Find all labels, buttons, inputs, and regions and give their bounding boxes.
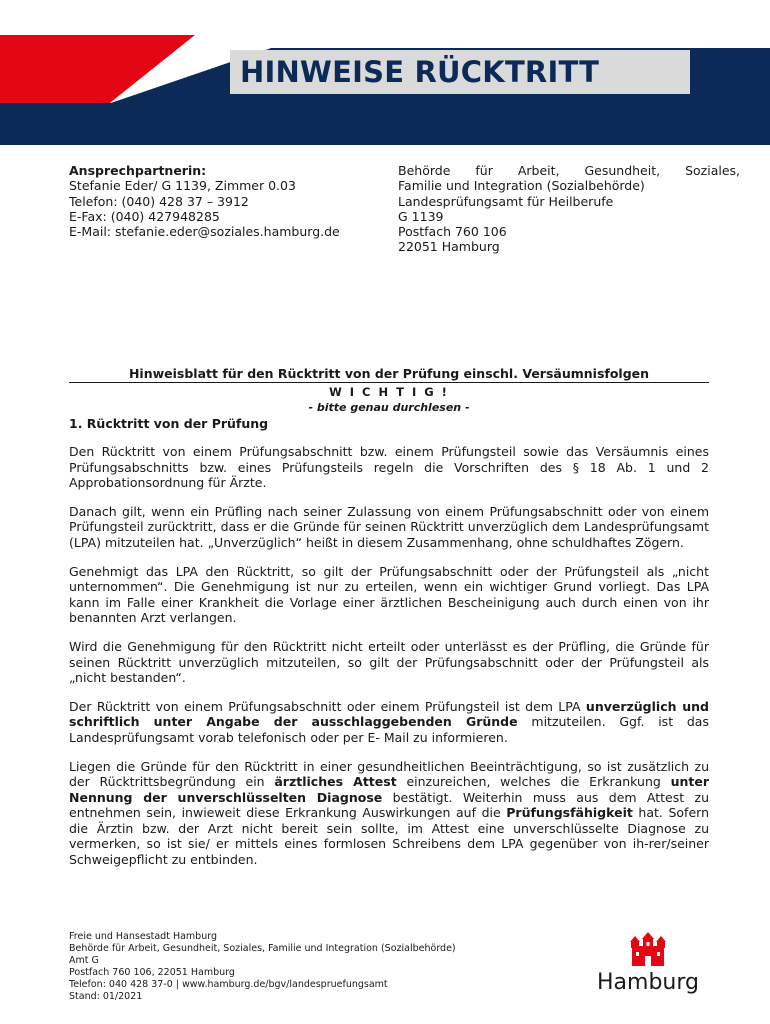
footer-line-1: Freie und Hansestadt Hamburg [69,931,218,942]
p6-text-g: hat. Sofern die Ärztin bzw. der Arzt nicht bereit sein sollte, im Attest eine unverschlüsselte Diagnose zu vermerken, so ist sie/ er mittels eines formlosen Schreibens dem LPA gegenüber von ih-rer/seiner Schweigepflicht zu entbinden. [69,805,709,868]
hamburg-castle-icon [628,932,668,968]
footer-line-3: Amt G [69,954,99,966]
p5-emphasis: unverzüglich und schriftlich unter Angabe der ausschlaggebenden Gründe [69,698,709,730]
authority-line-2: Familie und Integration (Sozialbehörde) [398,178,645,194]
p6-emphasis-attest: ärztliches Attest [274,774,397,790]
authority-line-1: Behörde für Arbeit, Gesundheit, Soziales, [398,163,740,178]
header-navy-band [0,103,770,145]
p5-text-c: mitzuteilen. Ggf. ist das Landesprüfungsamt vorab telefonisch oder per E- Mail zu informieren. [69,714,709,745]
heading-rule [69,382,709,383]
footer-line-4: Postfach 760 106, 22051 Hamburg [69,966,235,978]
footer-line-6: Stand: 01/2021 [69,990,143,1002]
section-title: 1. Rücktritt von der Prüfung [69,416,269,431]
contact-name: Stefanie Eder/ G 1139, Zimmer 0.03 [69,178,296,194]
authority-line-4: G 1139 [398,208,444,224]
paragraph-3: Genehmigt das LPA den Rücktritt, so gilt der Prüfungsabschnitt oder der Prüfungsteil als „nicht unternommen“. Die Genehmigung ist nur zu erteilen, wenn ein wichtiger Grund vorliegt. Das LPA kann im Falle einer Krankheit die Vorlage einer ärztlichen Bescheinigung auch durch einen von ihr benannten Arzt verlangen. [69,563,709,626]
paragraph-4: Wird die Genehmigung für den Rücktritt nicht erteilt oder unterlässt es der Prüfling, die Gründe für seinen Rücktritt unverzüglich mitzuteilen, so gilt der Prüfungsabschnitt oder der Prüfungsteil als „nicht bestanden“. [69,638,709,686]
page-title: HINWEISE RÜCKTRITT [240,55,600,89]
authority-line-3: Landesprüfungsamt für Heilberufe [398,193,614,209]
hamburg-logo [588,932,708,1000]
contact-label: Ansprechpartnerin: [69,163,207,178]
p6-emphasis-pruefungsfaehigkeit: Prüfungsfähigkeit [506,805,633,821]
footer-block [69,931,456,1002]
authority-line-6: 22051 Hamburg [398,239,500,255]
paragraph-6 [69,759,709,868]
wichtig-label: W I C H T I G ! [329,385,449,399]
document-body [69,444,709,881]
contact-phone: Telefon: (040) 428 37 – 3912 [69,193,249,209]
document-heading: Hinweisblatt für den Rücktritt von der Prüfung einschl. Versäumnisfolgen [128,366,650,381]
contact-fax: E-Fax: (040) 427948285 [69,208,220,224]
p5-text-a: Der Rücktritt von einem Prüfungsabschnitt oder einem Prüfungsteil ist dem LPA [69,698,586,714]
footer-line-2: Behörde für Arbeit, Gesundheit, Soziales, Familie und Integration (Sozialbehörde) [69,942,456,954]
paragraph-5 [69,699,709,746]
paragraph-1: Den Rücktritt von einem Prüfungsabschnitt bzw. einem Prüfungsteil sowie das Versäumnis eines Prüfungsabschnitts bzw. eines Prüfungsteils regeln die Vorschriften des § 18 Ab. 1 und 2 Approbationsordnung für Ärzte. [69,444,709,491]
authority-address-block [398,163,740,255]
footer-line-5[interactable]: Telefon: 040 428 37-0 | www.hamburg.de/bgv/landespruefungsamt [69,978,388,990]
p6-emphasis-diagnose: unter Nennung der unverschlüsselten Diagnose [69,774,709,805]
p6-text-c: einzureichen, welches die Erkrankung [396,774,671,790]
p6-text-e: bestätigt. Weiterhin muss aus dem Attest zu entnehmen sein, inwieweit diese Erkrankung Auswirkungen auf die [69,789,709,821]
hamburg-logo-text: Hamburg [597,970,699,995]
read-carefully-note: - bitte genau durchlesen - [308,401,470,414]
paragraph-2: Danach gilt, wenn ein Prüfling nach seiner Zulassung von einem Prüfungsabschnitt oder von einem Prüfungsteil zurücktritt, dass er die Gründe für seinen Rücktritt unverzüglich dem Landesprüfungsamt (LPA) mitzuteilen hat. „Unverzüglich“ heißt in diesem Zusammenhang, ohne schuldhaftes Zögern. [69,503,709,550]
authority-line-5: Postfach 760 106 [398,224,507,240]
p6-text-a: Liegen die Gründe für den Rücktritt in einer gesundheitlichen Beeinträchtigung, so ist zusätzlich zu der Rücktrittsbegründung ein [69,758,709,790]
contact-person-block [69,163,369,239]
contact-email[interactable]: E-Mail: stefanie.eder@soziales.hamburg.de [69,224,340,240]
